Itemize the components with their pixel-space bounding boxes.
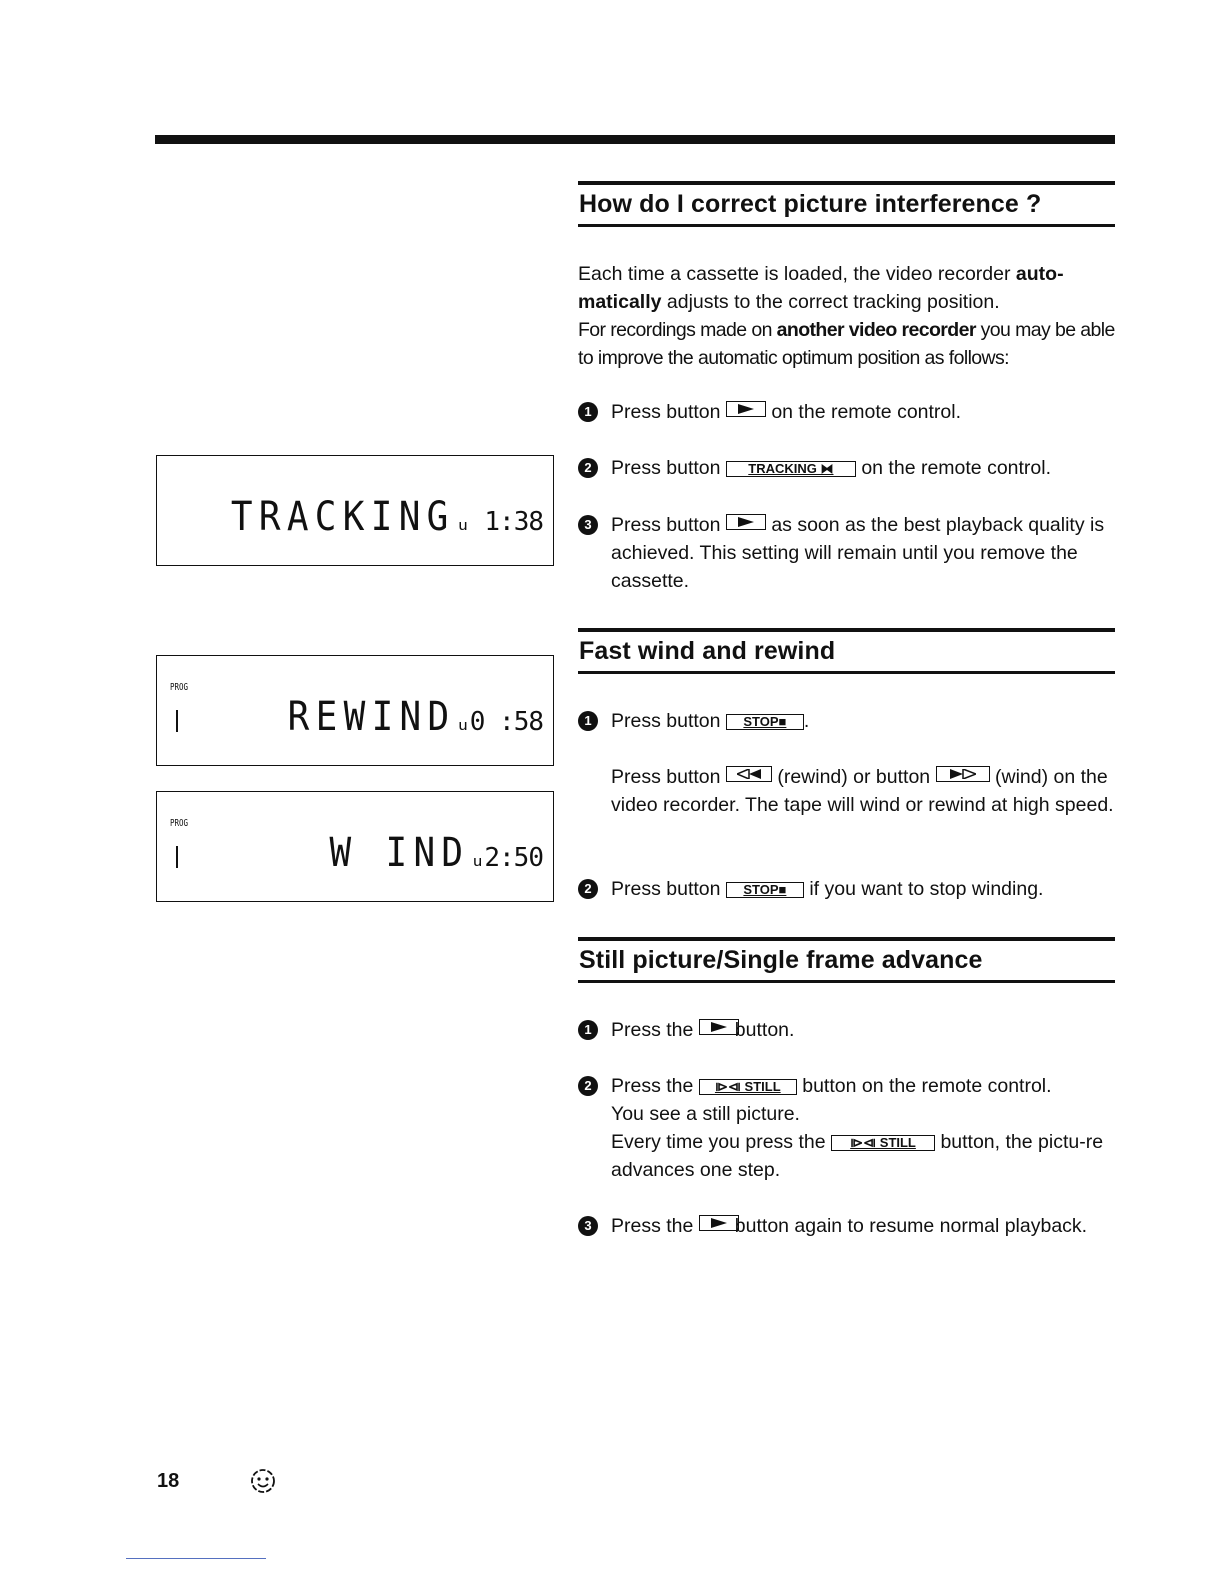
play-button-icon [699,1019,739,1035]
step-text: Press the [611,1215,694,1237]
step-number: 2 [578,1076,598,1096]
step-text: button. [734,1019,795,1041]
intro-bold: another video recorder [776,319,976,341]
step-number: 1 [578,402,598,422]
display-channel-digit [176,846,178,868]
step-number: 1 [578,711,598,731]
step-text: on the remote control. [771,401,962,423]
wind-mid-paragraph [578,763,1118,819]
step-number: 1 [578,1020,598,1040]
step-text: on the remote control. [861,457,1052,479]
heading-text: How do I correct picture interference ? [579,190,1042,218]
rewind-button-icon [726,766,772,782]
step-number: 2 [578,458,598,478]
step-number: 3 [578,1216,598,1236]
display-prog-label: PROG [170,682,189,693]
step-text: Press button [611,457,721,479]
section-heading-still [578,937,1115,983]
display-main-text: W IND [329,830,470,876]
step-text: Press button [611,878,721,900]
display-channel-digit [176,710,178,732]
tracking-step-1 [578,398,1118,426]
step-text: . [803,710,810,732]
step-text: button, the pictu-re advances one step. [611,1131,1104,1181]
step-text: Press button [611,514,721,536]
step-text: Press the [611,1019,694,1041]
footer-rule [126,1558,266,1559]
heading-text: Fast wind and rewind [579,637,836,665]
smiley-icon [248,1466,278,1501]
tracking-button-icon: TRACKING ⧓ [726,461,856,477]
still-button-icon: ⧐⧏ STILL [831,1135,935,1151]
top-rule [155,135,1115,144]
display-wind [156,791,554,902]
still-button-icon: ⧐⧏ STILL [699,1079,797,1095]
display-time: ᵤ0 :58 [455,707,543,737]
stop-button-icon: STOP■ [726,714,804,730]
intro-text: For recordings made on [578,319,777,341]
play-button-icon [726,401,766,417]
play-button-icon [699,1215,739,1231]
tracking-step-3 [578,511,1118,595]
page-number: 18 [157,1470,180,1492]
tracking-step-2 [578,454,1118,482]
display-rewind [156,655,554,766]
step-text: (rewind) or button [777,766,931,788]
intro-bold: auto-matically [578,263,1064,313]
still-step-2 [578,1072,1118,1184]
intro-text: you may be able to improve the automatic optimum position as follows: [578,319,1115,369]
step-text: Every time you press the [611,1131,826,1153]
display-time: ᵤ 1:38 [455,507,543,537]
step-text: Press button [611,766,721,788]
step-text: You see a still picture. [611,1103,800,1125]
wind-step-1 [578,707,1118,735]
intro-paragraph [578,260,1118,372]
stop-button-icon: STOP■ [726,882,804,898]
display-tracking [156,455,554,566]
display-time: ᵤ2:50 [469,843,543,873]
step-number: 2 [578,879,598,899]
intro-text: Each time a cassette is loaded, the video recorder [578,263,1016,285]
display-prog-label: PROG [170,818,189,829]
section-heading-wind [578,628,1115,674]
step-text: (wind) on the video recorder. The tape will wind or rewind at high speed. [611,766,1114,816]
intro-text: adjusts to the correct tracking position. [661,291,1000,313]
wind-button-icon [936,766,990,782]
play-button-icon [726,514,766,530]
step-text: if you want to stop winding. [809,878,1044,900]
step-number: 3 [578,515,598,535]
step-text: button again to resume normal playback. [734,1215,1088,1237]
step-text: Press the [611,1075,694,1097]
section-heading-tracking [578,181,1115,227]
step-text: Press button [611,710,721,732]
still-step-3 [578,1212,1118,1240]
still-step-1 [578,1016,1118,1044]
display-main-text: TRACKING [231,494,456,540]
step-text: Press button [611,401,721,423]
heading-text: Still picture/Single frame advance [579,946,983,974]
step-text: as soon as the best playback quality is achieved. This setting will remain until you remove the cassette. [611,514,1105,592]
wind-step-2 [578,875,1118,903]
display-main-text: REWIND [287,694,456,740]
step-text: button on the remote control. [802,1075,1052,1097]
